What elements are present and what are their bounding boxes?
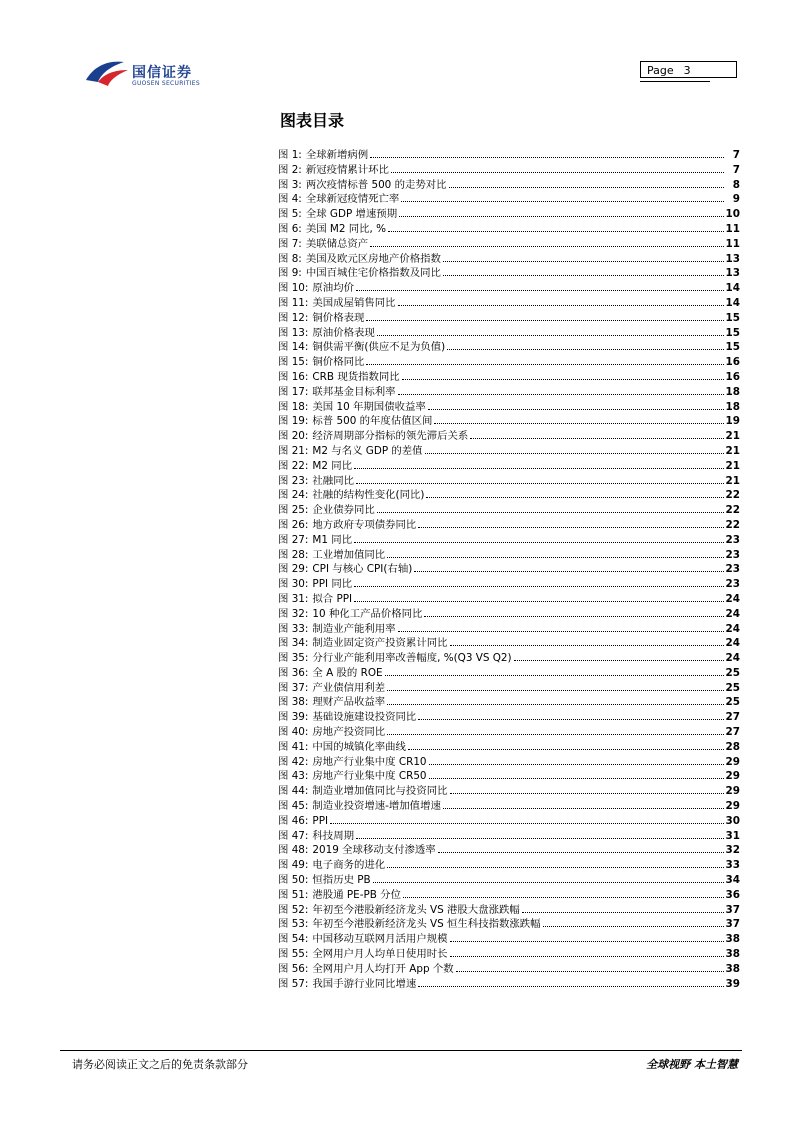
toc-entry[interactable] [278, 577, 740, 592]
toc-leader-dots [450, 793, 724, 794]
toc-page-number: 7 [732, 149, 740, 161]
toc-leader-dots [424, 616, 723, 617]
toc-entry[interactable] [278, 370, 740, 385]
toc-leader-dots [456, 971, 724, 972]
toc-page-number: 11 [725, 237, 740, 250]
toc-entry[interactable] [278, 888, 740, 903]
toc-entry-title: 企业债券同比 [312, 504, 375, 517]
toc-entry[interactable] [278, 636, 740, 651]
toc-page-number: 15 [725, 311, 740, 324]
toc-leader-dots [387, 704, 723, 705]
toc-leader-dots [356, 483, 724, 484]
toc-figure-number: 图 53: [278, 918, 309, 931]
toc-page-number: 29 [725, 770, 740, 783]
toc-entry-title: 联邦基金目标利率 [312, 385, 396, 398]
toc-entry-title: 我国手游行业同比增速 [312, 977, 417, 990]
toc-entry-title: 中国移动互联网月活用户规模 [312, 933, 448, 946]
toc-entry[interactable] [278, 400, 740, 415]
toc-entry-title: 美国及欧元区房地产价格指数 [305, 252, 441, 265]
toc-page-number: 24 [725, 637, 740, 650]
toc-entry-title: 房地产行业集中度 CR50 [312, 770, 427, 783]
toc-entry[interactable] [278, 769, 740, 784]
toc-entry-title: M2 同比 [312, 459, 353, 472]
toc-entry-title: 制造业增加值同比与投资同比 [312, 785, 448, 798]
toc-entry-title: 制造业产能利用率 [312, 622, 396, 635]
toc-entry-title: CPI 与核心 CPI(右轴) [312, 563, 413, 576]
toc-page-number: 33 [725, 859, 740, 872]
toc-entry[interactable] [278, 222, 740, 237]
toc-figure-number: 图 38: [278, 696, 309, 709]
page-indicator [640, 61, 737, 78]
toc-page-number: 25 [725, 666, 740, 679]
toc-leader-dots [373, 882, 724, 883]
toc-entry-title: 两次疫情标普 500 的走势对比 [305, 178, 447, 191]
toc-entry[interactable] [278, 296, 740, 311]
toc-figure-number: 图 13: [278, 326, 309, 339]
toc-leader-dots [354, 586, 723, 587]
toc-entry[interactable] [278, 266, 740, 281]
toc-page-number: 21 [725, 444, 740, 457]
toc-figure-number: 图 55: [278, 948, 309, 961]
toc-leader-dots [438, 852, 724, 853]
toc-entry[interactable] [278, 548, 740, 563]
toc-entry-title: 科技周期 [312, 829, 354, 842]
toc-page-number: 23 [725, 548, 740, 561]
toc-figure-number: 图 19: [278, 415, 309, 428]
toc-page-number: 27 [725, 726, 740, 739]
toc-page-number: 22 [725, 518, 740, 531]
toc-entry-title: 美国 M2 同比, % [305, 222, 387, 235]
logo-text-cn: 国信证券 [132, 65, 192, 81]
toc-page-number: 8 [732, 178, 740, 191]
toc-leader-dots [370, 246, 723, 247]
toc-page-number: 30 [725, 814, 740, 827]
toc-page-number: 24 [725, 622, 740, 635]
toc-page-number: 25 [725, 696, 740, 709]
toc-page-number: 29 [725, 755, 740, 768]
toc-figure-number: 图 33: [278, 622, 309, 635]
toc-leader-dots [443, 261, 724, 262]
toc-entry[interactable] [278, 444, 740, 459]
toc-figure-number: 图 24: [278, 489, 309, 502]
toc-entry[interactable] [278, 192, 740, 207]
toc-entry[interactable] [278, 163, 740, 178]
toc-leader-dots [402, 379, 724, 380]
toc-page-number: 23 [725, 578, 740, 591]
toc-figure-number: 图 52: [278, 903, 309, 916]
toc-entry-title: M2 与名义 GDP 的差值 [312, 444, 423, 457]
toc-entry-title: 2019 全球移动支付渗透率 [312, 844, 436, 857]
toc-entry-title: 铜价格表现 [312, 311, 365, 324]
toc-page-number: 23 [725, 533, 740, 546]
company-logo [84, 58, 224, 92]
toc-leader-dots [450, 941, 724, 942]
toc-leader-dots [414, 571, 723, 572]
toc-entry-title: 制造业投资增速-增加值增速 [312, 800, 441, 813]
toc-leader-dots [356, 838, 724, 839]
toc-entry[interactable] [278, 962, 740, 977]
toc-entry[interactable] [278, 311, 740, 326]
toc-figure-number: 图 57: [278, 977, 309, 990]
toc-entry-title: 房地产投资同比 [312, 726, 386, 739]
toc-entry-title: 美联储总资产 [305, 237, 369, 250]
toc-entry[interactable] [278, 873, 740, 888]
toc-entry[interactable] [278, 917, 740, 932]
page-label: Page [647, 64, 674, 77]
toc-entry-title: CRB 现货指数同比 [312, 370, 400, 383]
toc-page-number: 38 [725, 962, 740, 975]
toc-figure-number: 图 48: [278, 844, 309, 857]
toc-figure-number: 图 30: [278, 578, 309, 591]
toc-entry-title: 中国百城住宅价格指数及同比 [305, 267, 441, 280]
toc-leader-dots [366, 364, 723, 365]
toc-entry-title: 理财产品收益率 [312, 696, 386, 709]
toc-figure-number: 图 21: [278, 444, 309, 457]
toc-list [278, 148, 740, 991]
toc-page-number: 16 [725, 356, 740, 369]
toc-entry-title: 基础设施建设投资同比 [312, 711, 417, 724]
toc-leader-dots [418, 986, 723, 987]
toc-entry-title: 港股通 PE-PB 分位 [312, 888, 401, 901]
toc-entry-title: 中国的城镇化率曲线 [312, 740, 406, 753]
toc-entry[interactable] [278, 592, 740, 607]
toc-figure-number: 图 39: [278, 711, 309, 724]
toc-entry-title: 铜供需平衡(供应不足为负值) [312, 341, 446, 354]
toc-leader-dots [377, 335, 724, 336]
toc-page-number: 7 [732, 163, 740, 176]
toc-page-number: 13 [725, 267, 740, 280]
toc-entry[interactable] [278, 784, 740, 799]
toc-page-number: 23 [725, 563, 740, 576]
toc-entry[interactable] [278, 858, 740, 873]
toc-leader-dots [387, 690, 723, 691]
toc-entry-title: 全网用户月人均单日使用时长 [312, 948, 448, 961]
footer-disclaimer: 请务必阅读正文之后的免责条款部分 [72, 1058, 248, 1071]
toc-figure-number: 图 10: [278, 282, 309, 295]
toc-leader-dots [387, 867, 723, 868]
toc-figure-number: 图 34: [278, 637, 309, 650]
toc-figure-number: 图 45: [278, 800, 309, 813]
toc-page-number: 14 [725, 296, 740, 309]
toc-figure-number: 图 32: [278, 607, 309, 620]
toc-figure-number: 图 50: [278, 874, 309, 887]
toc-leader-dots [366, 320, 723, 321]
toc-entry[interactable] [278, 237, 740, 252]
toc-page-number: 10 [725, 208, 740, 221]
toc-page-number: 21 [725, 430, 740, 443]
toc-entry-title: PPI 同比 [312, 578, 353, 591]
toc-page-number: 24 [725, 652, 740, 665]
toc-figure-number: 图 44: [278, 785, 309, 798]
toc-leader-dots [385, 675, 724, 676]
toc-figure-number: 图 37: [278, 681, 309, 694]
toc-entry[interactable] [278, 533, 740, 548]
toc-page-number: 18 [725, 400, 740, 413]
toc-entry-title: 经济周期部分指标的领先滞后关系 [312, 430, 469, 443]
toc-entry[interactable] [278, 710, 740, 725]
toc-entry-title: 原油均价 [312, 282, 354, 295]
toc-entry[interactable] [278, 562, 740, 577]
toc-figure-number: 图 54: [278, 933, 309, 946]
toc-entry[interactable] [278, 651, 740, 666]
toc-leader-dots [330, 823, 724, 824]
toc-entry-title: 标普 500 的年度估值区间 [312, 415, 433, 428]
toc-figure-number: 图 5: [278, 208, 302, 221]
toc-entry-title: 全球 GDP 增速预期 [305, 208, 398, 221]
toc-figure-number: 图 16: [278, 370, 309, 383]
logo-mark-icon [84, 58, 130, 88]
toc-entry[interactable] [278, 488, 740, 503]
toc-leader-dots [470, 438, 723, 439]
toc-leader-dots [354, 601, 723, 602]
toc-figure-number: 图 7: [278, 237, 302, 250]
toc-leader-dots [543, 926, 724, 927]
toc-entry[interactable] [278, 503, 740, 518]
toc-entry-title: 新冠疫情累计环比 [305, 163, 389, 176]
toc-figure-number: 图 40: [278, 726, 309, 739]
toc-entry-title: 全球新冠疫情死亡率 [305, 193, 400, 206]
toc-figure-number: 图 3: [278, 178, 302, 191]
toc-page-number: 29 [725, 800, 740, 813]
toc-figure-number: 图 31: [278, 592, 309, 605]
toc-entry[interactable] [278, 459, 740, 474]
toc-entry[interactable] [278, 843, 740, 858]
toc-figure-number: 图 9: [278, 267, 302, 280]
toc-figure-number: 图 11: [278, 296, 309, 309]
toc-entry[interactable] [278, 178, 740, 193]
toc-figure-number: 图 29: [278, 563, 309, 576]
toc-leader-dots [401, 201, 724, 202]
toc-title: 图表目录 [280, 111, 345, 130]
toc-page-number: 15 [725, 326, 740, 339]
toc-leader-dots [429, 778, 724, 779]
page-number: 3 [683, 64, 691, 77]
toc-page-number: 31 [725, 829, 740, 842]
toc-page-number: 27 [725, 711, 740, 724]
toc-page-number: 25 [725, 681, 740, 694]
toc-leader-dots [449, 187, 724, 188]
toc-entry[interactable] [278, 281, 740, 296]
toc-entry-title: 产业债信用利差 [312, 681, 386, 694]
toc-page-number: 21 [725, 459, 740, 472]
toc-page-number: 15 [725, 341, 740, 354]
toc-leader-dots [377, 512, 724, 513]
toc-entry[interactable] [278, 814, 740, 829]
toc-page-number: 39 [725, 977, 740, 990]
toc-entry-title: 年初至今港股新经济龙头 VS 恒生科技指数涨跌幅 [312, 918, 541, 931]
toc-entry[interactable] [278, 947, 740, 962]
toc-figure-number: 图 41: [278, 740, 309, 753]
toc-entry[interactable] [278, 607, 740, 622]
toc-entry[interactable] [278, 799, 740, 814]
toc-entry[interactable] [278, 326, 740, 341]
toc-leader-dots [514, 660, 724, 661]
toc-entry-title: 电子商务的进化 [312, 859, 386, 872]
toc-entry[interactable] [278, 755, 740, 770]
toc-page-number: 36 [725, 888, 740, 901]
toc-entry-title: 社融同比 [312, 474, 354, 487]
toc-entry-title: 社融的结构性变化(同比) [312, 489, 425, 502]
toc-entry-title: 原油价格表现 [312, 326, 375, 339]
toc-figure-number: 图 51: [278, 888, 309, 901]
toc-entry-title: 年初至今港股新经济龙头 VS 港股大盘涨跌幅 [312, 903, 520, 916]
toc-entry[interactable] [278, 903, 740, 918]
toc-entry[interactable] [278, 252, 740, 267]
toc-figure-number: 图 36: [278, 666, 309, 679]
logo-text-en: GUOSEN SECURITIES [132, 80, 201, 87]
toc-figure-number: 图 26: [278, 518, 309, 531]
toc-entry[interactable] [278, 977, 740, 992]
toc-leader-dots [370, 157, 724, 158]
toc-figure-number: 图 23: [278, 474, 309, 487]
toc-entry[interactable] [278, 740, 740, 755]
toc-figure-number: 图 35: [278, 652, 309, 665]
toc-entry-title: 美国成屋销售同比 [312, 296, 396, 309]
toc-entry[interactable] [278, 681, 740, 696]
toc-figure-number: 图 12: [278, 311, 309, 324]
toc-figure-number: 图 15: [278, 356, 309, 369]
toc-page-number: 13 [725, 252, 740, 265]
toc-figure-number: 图 6: [278, 222, 302, 235]
toc-leader-dots [434, 423, 723, 424]
toc-figure-number: 图 49: [278, 859, 309, 872]
toc-entry-title: 铜价格同比 [312, 356, 365, 369]
toc-leader-dots [391, 172, 724, 173]
toc-entry-title: 工业增加值同比 [312, 548, 386, 561]
toc-leader-dots [426, 497, 723, 498]
toc-entry-title: 美国 10 年期国债收益率 [312, 400, 426, 413]
toc-figure-number: 图 42: [278, 755, 309, 768]
toc-entry-title: PPI [312, 814, 329, 827]
toc-leader-dots [356, 290, 724, 291]
toc-figure-number: 图 25: [278, 504, 309, 517]
toc-entry[interactable] [278, 340, 740, 355]
toc-page-number: 11 [725, 222, 740, 235]
toc-entry-title: 拟合 PPI [312, 592, 353, 605]
toc-entry[interactable] [278, 148, 740, 163]
toc-leader-dots [447, 349, 723, 350]
toc-leader-dots [428, 409, 724, 410]
toc-leader-dots [354, 468, 723, 469]
toc-page-number: 9 [732, 193, 740, 206]
toc-figure-number: 图 18: [278, 400, 309, 413]
toc-figure-number: 图 27: [278, 533, 309, 546]
toc-page-number: 21 [725, 474, 740, 487]
toc-entry[interactable] [278, 414, 740, 429]
toc-leader-dots [388, 231, 723, 232]
toc-page-number: 37 [725, 903, 740, 916]
toc-figure-number: 图 43: [278, 770, 309, 783]
toc-leader-dots [522, 912, 724, 913]
toc-leader-dots [443, 808, 724, 809]
toc-entry-title: 全网用户月人均打开 App 个数 [312, 962, 454, 975]
toc-figure-number: 图 22: [278, 459, 309, 472]
toc-entry-title: 制造业固定资产投资累计同比 [312, 637, 448, 650]
toc-figure-number: 图 4: [278, 193, 302, 206]
toc-leader-dots [398, 394, 724, 395]
toc-leader-dots [387, 557, 723, 558]
toc-entry-title: 全球新增病例 [305, 149, 369, 161]
toc-page-number: 22 [725, 504, 740, 517]
toc-figure-number: 图 14: [278, 341, 309, 354]
toc-page-number: 37 [725, 918, 740, 931]
toc-figure-number: 图 1: [278, 149, 302, 161]
toc-leader-dots [429, 764, 724, 765]
toc-entry-title: 10 种化工产品价格同比 [312, 607, 423, 620]
toc-entry-title: 房地产行业集中度 CR10 [312, 755, 427, 768]
toc-entry[interactable] [278, 725, 740, 740]
toc-leader-dots [408, 749, 724, 750]
toc-figure-number: 图 47: [278, 829, 309, 842]
toc-entry[interactable] [278, 355, 740, 370]
toc-page-number: 22 [725, 489, 740, 502]
toc-leader-dots [398, 305, 724, 306]
toc-leader-dots [399, 216, 723, 217]
toc-page-number: 28 [725, 740, 740, 753]
toc-leader-dots [387, 734, 723, 735]
toc-entry[interactable] [278, 518, 740, 533]
toc-entry-title: M1 同比 [312, 533, 353, 546]
footer-slogan: 全球视野 本土智慧 [646, 1058, 738, 1071]
toc-entry[interactable] [278, 695, 740, 710]
toc-leader-dots [403, 897, 724, 898]
toc-figure-number: 图 56: [278, 962, 309, 975]
toc-leader-dots [450, 645, 724, 646]
toc-page-number: 38 [725, 948, 740, 961]
toc-page-number: 34 [725, 874, 740, 887]
toc-entry[interactable] [278, 622, 740, 637]
toc-entry-title: 分行业产能利用率改善幅度, %(Q3 VS Q2) [312, 652, 512, 665]
toc-page-number: 24 [725, 607, 740, 620]
toc-page-number: 19 [725, 415, 740, 428]
toc-page-number: 32 [725, 844, 740, 857]
toc-leader-dots [450, 956, 724, 957]
toc-entry[interactable] [278, 429, 740, 444]
toc-entry[interactable] [278, 829, 740, 844]
toc-page-number: 29 [725, 785, 740, 798]
toc-leader-dots [418, 719, 723, 720]
toc-figure-number: 图 2: [278, 163, 302, 176]
toc-entry[interactable] [278, 385, 740, 400]
toc-figure-number: 图 17: [278, 385, 309, 398]
toc-page-number: 16 [725, 370, 740, 383]
toc-leader-dots [418, 527, 723, 528]
toc-entry[interactable] [278, 932, 740, 947]
toc-page-number: 38 [725, 933, 740, 946]
toc-entry[interactable] [278, 666, 740, 681]
header-rule [640, 81, 710, 82]
toc-page-number: 18 [725, 385, 740, 398]
toc-entry-title: 恒指历史 PB [312, 874, 371, 887]
toc-leader-dots [354, 542, 723, 543]
toc-figure-number: 图 46: [278, 814, 309, 827]
footer-rule [60, 1050, 742, 1051]
toc-leader-dots [398, 631, 724, 632]
toc-page-number: 24 [725, 592, 740, 605]
toc-figure-number: 图 8: [278, 252, 302, 265]
toc-entry[interactable] [278, 207, 740, 222]
toc-page-number: 14 [725, 282, 740, 295]
toc-entry-title: 地方政府专项债券同比 [312, 518, 417, 531]
toc-figure-number: 图 20: [278, 430, 309, 443]
toc-entry-title: 全 A 股的 ROE [312, 666, 383, 679]
toc-figure-number: 图 28: [278, 548, 309, 561]
toc-leader-dots [425, 453, 724, 454]
toc-entry[interactable] [278, 474, 740, 489]
toc-leader-dots [443, 275, 724, 276]
